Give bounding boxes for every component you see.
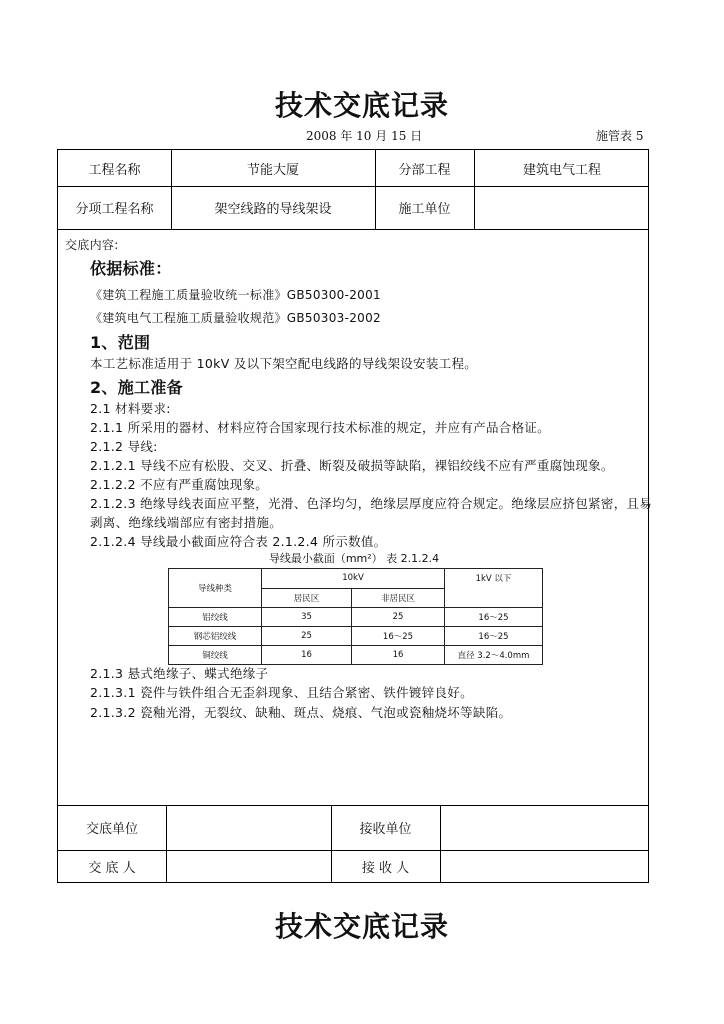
project-name-value[interactable]: 节能大厦 — [246, 162, 299, 178]
cell-type: 钢芯铝绞线 — [169, 627, 262, 646]
standard-item: 《建筑工程施工质量验收统一标准》GB50300-2001 — [90, 288, 381, 302]
clause-line: 2.1.2.1 导线不应有松股、交叉、折叠、断裂及破损等缺陷，裸铝绞线不应有严重腐蚀现象。 — [90, 458, 614, 473]
col-header-type: 导线种类 — [169, 569, 262, 608]
contractor-label: 施工单位 — [398, 202, 451, 217]
handover-person-field[interactable] — [166, 850, 331, 883]
clause-line: 2.1 材料要求: — [90, 401, 171, 416]
division-label: 分部工程 — [398, 162, 451, 178]
handover-unit-field[interactable] — [166, 805, 331, 850]
col-header-10kv: 10kV — [262, 569, 445, 589]
cell-low-voltage: 16～25 — [445, 608, 543, 627]
subitem-label: 分项工程名称 — [75, 202, 154, 217]
clause-line: 剥离、绝缘线端部应有密封措施。 — [90, 515, 283, 530]
cell-residential: 25 — [262, 627, 352, 646]
cell-type: 铝绞线 — [169, 608, 262, 627]
cell-type: 铜绞线 — [169, 646, 262, 665]
handover-unit-label: 交底单位 — [85, 822, 138, 837]
clause-line: 2.1.2 导线: — [90, 439, 158, 454]
cell-low-voltage: 直径 3.2～4.0mm — [445, 646, 543, 665]
clause-line: 2.1.3 悬式绝缘子、蝶式绝缘子 — [90, 666, 269, 681]
division-value[interactable]: 建筑电气工程 — [522, 162, 601, 178]
content-label: 交底内容: — [65, 238, 119, 252]
clause-line: 2.1.3.1 瓷件与铁件组合无歪斜现象、且结合紧密、铁件镀锌良好。 — [90, 685, 473, 700]
cell-residential: 16 — [262, 646, 352, 665]
col-header-residential: 居民区 — [262, 588, 352, 608]
table-row — [169, 627, 543, 646]
receiver-unit-field[interactable] — [440, 805, 650, 850]
col-header-1kv: 1kV 以下 — [445, 569, 543, 608]
project-name-label: 工程名称 — [88, 162, 141, 178]
min-section-table — [168, 568, 543, 665]
prep-heading: 2、施工准备 — [90, 378, 183, 397]
cell-nonresidential: 16～25 — [352, 627, 445, 646]
basis-heading: 依据标准： — [90, 259, 172, 278]
clause-line: 2.1.1 所采用的器材、材料应符合国家现行技术标准的规定，并应有产品合格证。 — [90, 420, 550, 435]
clause-line: 2.1.2.3 绝缘导线表面应平整，光滑、色泽均匀，绝缘层厚度应符合规定。绝缘层应挤包紧密，且易 — [90, 496, 653, 511]
row-divider — [58, 229, 648, 230]
receiver-person-field[interactable] — [440, 850, 650, 883]
receiver-unit-label: 接收单位 — [359, 822, 412, 837]
col-header-nonresidential: 非居民区 — [352, 588, 445, 608]
subitem-value[interactable]: 架空线路的导线架设 — [214, 202, 332, 217]
scope-text: 本工艺标准适用于 10kV 及以下架空配电线路的导线架设安装工程。 — [90, 356, 478, 371]
table-row — [169, 608, 543, 627]
record-form — [57, 149, 653, 883]
cell-low-voltage: 16～25 — [445, 627, 543, 646]
clause-line: 2.1.2.4 导线最小截面应符合表 2.1.2.4 所示数值。 — [90, 534, 387, 549]
cell-residential: 35 — [262, 608, 352, 627]
next-page-title: 技术交底记录 — [274, 910, 449, 943]
clause-line: 2.1.3.2 瓷釉光滑，无裂纹、缺釉、斑点、烧痕、气泡或瓷釉烧坏等缺陷。 — [90, 705, 512, 720]
scope-heading: 1、范围 — [90, 333, 151, 352]
cell-nonresidential: 16 — [352, 646, 445, 665]
document-date: 2008 年 10 月 15 日 — [306, 129, 423, 143]
cell-nonresidential: 25 — [352, 608, 445, 627]
form-number: 施管表 5 — [596, 129, 644, 143]
standard-item: 《建筑电气工程施工质量验收规范》GB50303-2002 — [90, 311, 381, 325]
table-row — [169, 646, 543, 665]
receiver-person-label: 接 收 人 — [361, 861, 410, 876]
table-caption: 导线最小截面（mm²） 表 2.1.2.4 — [268, 552, 440, 565]
document-title: 技术交底记录 — [274, 89, 449, 122]
contractor-value[interactable] — [474, 186, 650, 229]
clause-line: 2.1.2.2 不应有严重腐蚀现象。 — [90, 477, 269, 492]
handover-person-label: 交 底 人 — [88, 861, 136, 876]
